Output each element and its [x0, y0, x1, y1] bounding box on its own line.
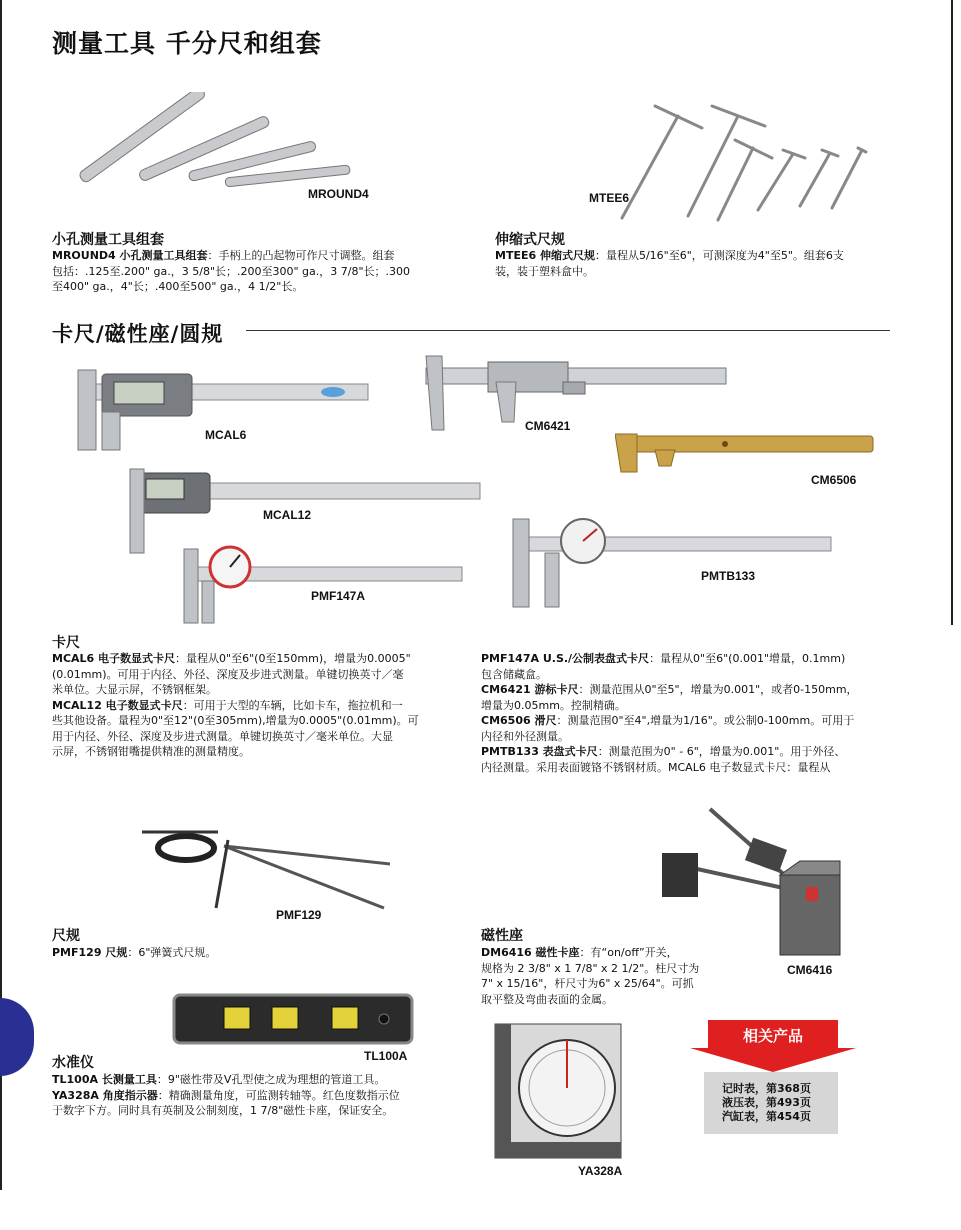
caption-mround4: MROUND4	[308, 187, 369, 201]
text-line: 内径测量。采用表面镀铬不锈钢材质。MCAL6 电子数显式卡尺：量程从	[481, 760, 831, 774]
ya328a-caption: YA328A	[578, 1164, 623, 1178]
pmtb133-caption: PMTB133	[701, 569, 756, 583]
page-title: 测量工具 千分尺和组套	[52, 29, 322, 58]
text-line: PMF129 尺规：6"弹簧式尺规。	[52, 946, 217, 959]
text-line: 米单位。大显示屏，不锈钢框架。	[52, 683, 217, 696]
mround4-heading: 小孔测量工具组套	[52, 232, 164, 248]
text-line: 增量为0.05mm。控制精确。	[481, 698, 626, 712]
cm6416-caption: CM6416	[787, 963, 833, 977]
related-item[interactable]: 汽缸表，第454页	[722, 1110, 811, 1123]
text-line: 7" x 15/16"，杆尺寸为6" x 25/64"。可抓	[481, 977, 694, 990]
calipers-left-description	[52, 651, 467, 760]
related-box	[704, 1072, 838, 1134]
text-line: 装，装于塑料盒中。	[495, 264, 594, 278]
mcal12-caption: MCAL12	[263, 508, 312, 522]
pmtb133-image	[505, 515, 833, 610]
cm6421-caption: CM6421	[525, 419, 571, 433]
mround4-description	[52, 248, 452, 295]
text-line: CM6506 滑尺：测量范围0"至4",增量为1/16"。或公制0-100mm。可用于	[481, 714, 855, 727]
related-item[interactable]: 液压表，第493页	[722, 1096, 811, 1109]
text-line: YA328A 角度指示器：精确测量角度，可监测转轴等。红色度数指示位	[52, 1088, 400, 1102]
text-line: MTEE6 伸缩式尺规：量程从5/16"至6"，可测深度为4"至5"。组套6支	[495, 249, 844, 262]
page-border-right	[951, 0, 953, 625]
cm6506-caption: CM6506	[811, 473, 857, 487]
text-line: 规格为 2 3/8" x 1 7/8" x 2 1/2"。柱尺寸为	[481, 961, 700, 975]
text-line: TL100A 长测量工具：9"磁性带及V孔型使之成为理想的管道工具。	[52, 1073, 386, 1086]
text-line: DM6416 磁性卡座：有“on/off”开关，	[481, 946, 678, 959]
related-item[interactable]: 记时表，第368页	[722, 1082, 811, 1095]
pmf147a-image	[178, 545, 464, 625]
magnetic-heading: 磁性座	[481, 928, 523, 944]
text-line: 示屏，不锈钢钳嘴提供精准的测量精度。	[52, 745, 250, 758]
text-line: 取平整及弯曲表面的金属。	[481, 992, 613, 1006]
tl100a-image	[172, 993, 414, 1045]
text-line: 用于内径、外径、深度及步进式测量。单键切换英寸／毫米单位。大显	[52, 729, 393, 743]
magnetic-description	[481, 945, 741, 1007]
calipers-heading: 卡尺	[52, 635, 80, 651]
text-line: 于数字下方。同时具有英制及公制刻度，1 7/8"磁性卡座，保证安全。	[52, 1104, 394, 1117]
mtee6-description	[495, 248, 895, 279]
text-line: 包括：.125至.200" ga.，3 5/8"长；.200至300" ga.，3 7/8"长；.300	[52, 264, 411, 278]
chapter-tab	[0, 998, 34, 1076]
text-line: PMTB133 表盘式卡尺：测量范围为0" - 6"，增量为0.001"。用于外径、	[481, 745, 846, 758]
text-line: MCAL6 电子数显式卡尺：量程从0"至6"(0至150mm)，增量为0.0005"	[52, 652, 411, 665]
mtee6-caption: MTEE6	[589, 191, 630, 205]
text-line: 至400" ga.，4"长；.400至500" ga.，4 1/2"长。	[52, 280, 304, 293]
section-rule	[246, 330, 890, 331]
level-heading: 水准仪	[52, 1055, 94, 1071]
text-line: 内径和外径测量。	[481, 729, 569, 743]
text-line: CM6421 游标卡尺：测量范围从0"至5"，增量为0.001"，或者0-150mm，	[481, 683, 858, 696]
text-line: MROUND4 小孔测量工具组套：手柄上的凸起物可作尺寸调整。组套	[52, 249, 395, 262]
calipers-right-description	[481, 651, 896, 775]
related-title: 相关产品	[742, 1027, 803, 1045]
section-calipers-title: 卡尺/磁性座/圆规	[52, 322, 224, 346]
ya328a-image	[493, 1022, 625, 1160]
mcal6-caption: MCAL6	[205, 428, 247, 442]
tl100a-caption: TL100A	[364, 1049, 408, 1063]
mtee6-heading: 伸缩式尺规	[495, 232, 565, 248]
text-line: 些其他设备。量程为0"至12"(0至305mm),增量为0.0005"(0.01mm)。可	[52, 714, 419, 727]
mround4-image	[70, 92, 370, 187]
level-description	[52, 1072, 482, 1119]
text-line: (0.01mm)。可用于内径、外径、深度及步进式测量。单键切换英寸／毫	[52, 667, 404, 681]
cm6421-image	[418, 352, 733, 432]
pmf147a-caption: PMF147A	[311, 589, 366, 603]
divider-heading: 尺规	[52, 928, 80, 944]
cm6416-image	[658, 805, 843, 962]
pmf129-caption: PMF129	[276, 908, 322, 922]
divider-description	[52, 945, 452, 961]
text-line: 包含储藏盒。	[481, 667, 547, 681]
text-line: PMF147A U.S./公制表盘式卡尺：量程从0"至6"(0.001"增量，0.1mm)	[481, 652, 846, 665]
mtee6-image	[600, 98, 875, 223]
cm6506-image	[615, 430, 877, 476]
pmf129-image	[138, 820, 400, 912]
text-line: MCAL12 电子数显式卡尺：可用于大型的车辆，比如卡车，拖拉机和一	[52, 698, 403, 712]
